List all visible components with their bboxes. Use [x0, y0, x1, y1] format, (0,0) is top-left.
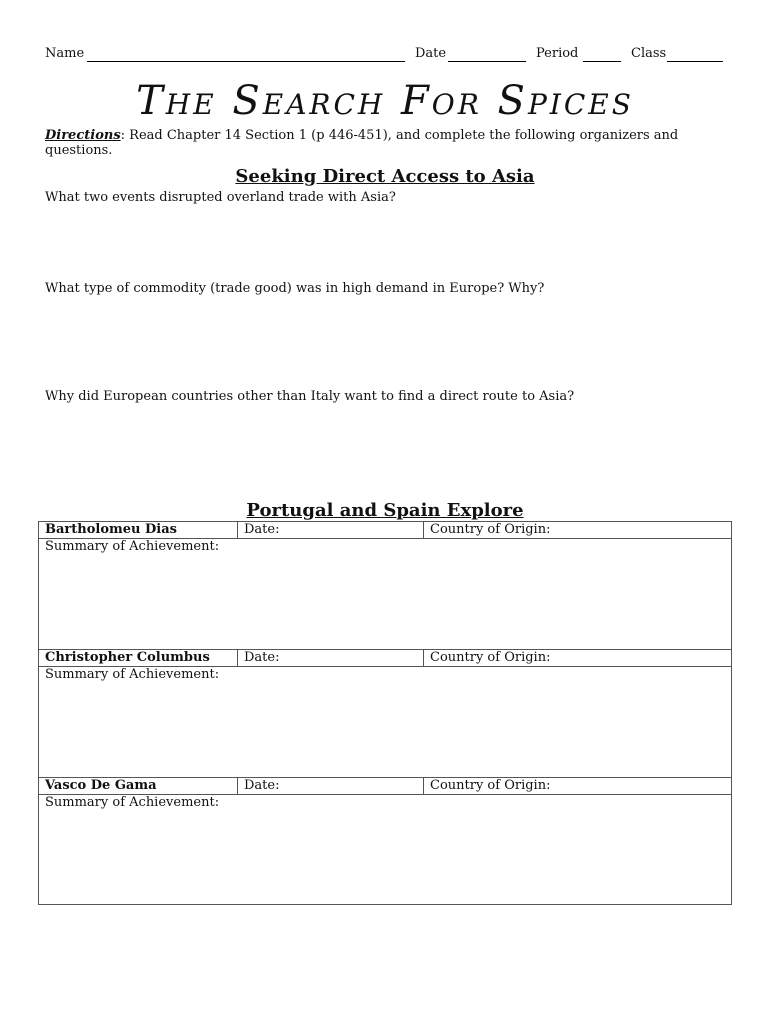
name-label: Name	[45, 46, 85, 61]
country-cell[interactable]: Country of Origin:	[424, 522, 732, 539]
summary-cell[interactable]: Summary of Achievement:	[39, 795, 732, 905]
directions-text: : Read Chapter 14 Section 1 (p 446-451), and complete the following organizers and questions.	[45, 128, 679, 158]
explorer-row-header	[39, 650, 732, 667]
name-blank[interactable]	[87, 61, 405, 62]
period-label: Period	[536, 46, 579, 61]
date-blank[interactable]	[448, 61, 526, 62]
date-cell[interactable]: Date:	[238, 778, 424, 795]
period-blank[interactable]	[583, 61, 621, 62]
header-fields	[45, 46, 735, 66]
explorer-row-summary	[39, 795, 732, 905]
section-title-seeking-access: Seeking Direct Access to Asia	[235, 166, 535, 187]
class-label: Class	[631, 46, 667, 61]
explorer-row-summary	[39, 667, 732, 778]
directions-label: Directions	[45, 128, 121, 143]
section-title-portugal-spain: Portugal and Spain Explore	[246, 500, 524, 521]
date-cell[interactable]: Date:	[238, 650, 424, 667]
question-1: What two events disrupted overland trade with Asia?	[45, 190, 396, 205]
explorer-row-header	[39, 778, 732, 795]
explorer-row-header	[39, 522, 732, 539]
summary-cell[interactable]: Summary of Achievement:	[39, 667, 732, 778]
explorers-table	[38, 521, 732, 905]
country-cell[interactable]: Country of Origin:	[424, 778, 732, 795]
country-cell[interactable]: Country of Origin:	[424, 650, 732, 667]
class-blank[interactable]	[667, 61, 723, 62]
question-3: Why did European countries other than Italy want to find a direct route to Asia?	[45, 389, 575, 404]
summary-cell[interactable]: Summary of Achievement:	[39, 539, 732, 650]
explorer-name: Vasco De Gama	[39, 778, 238, 795]
explorer-row-summary	[39, 539, 732, 650]
directions	[45, 128, 745, 158]
date-label: Date	[415, 46, 447, 61]
question-2: What type of commodity (trade good) was in high demand in Europe? Why?	[45, 281, 545, 296]
page-title: The Search For Spices	[136, 78, 634, 124]
date-cell[interactable]: Date:	[238, 522, 424, 539]
explorer-name: Christopher Columbus	[39, 650, 238, 667]
explorer-name: Bartholomeu Dias	[39, 522, 238, 539]
